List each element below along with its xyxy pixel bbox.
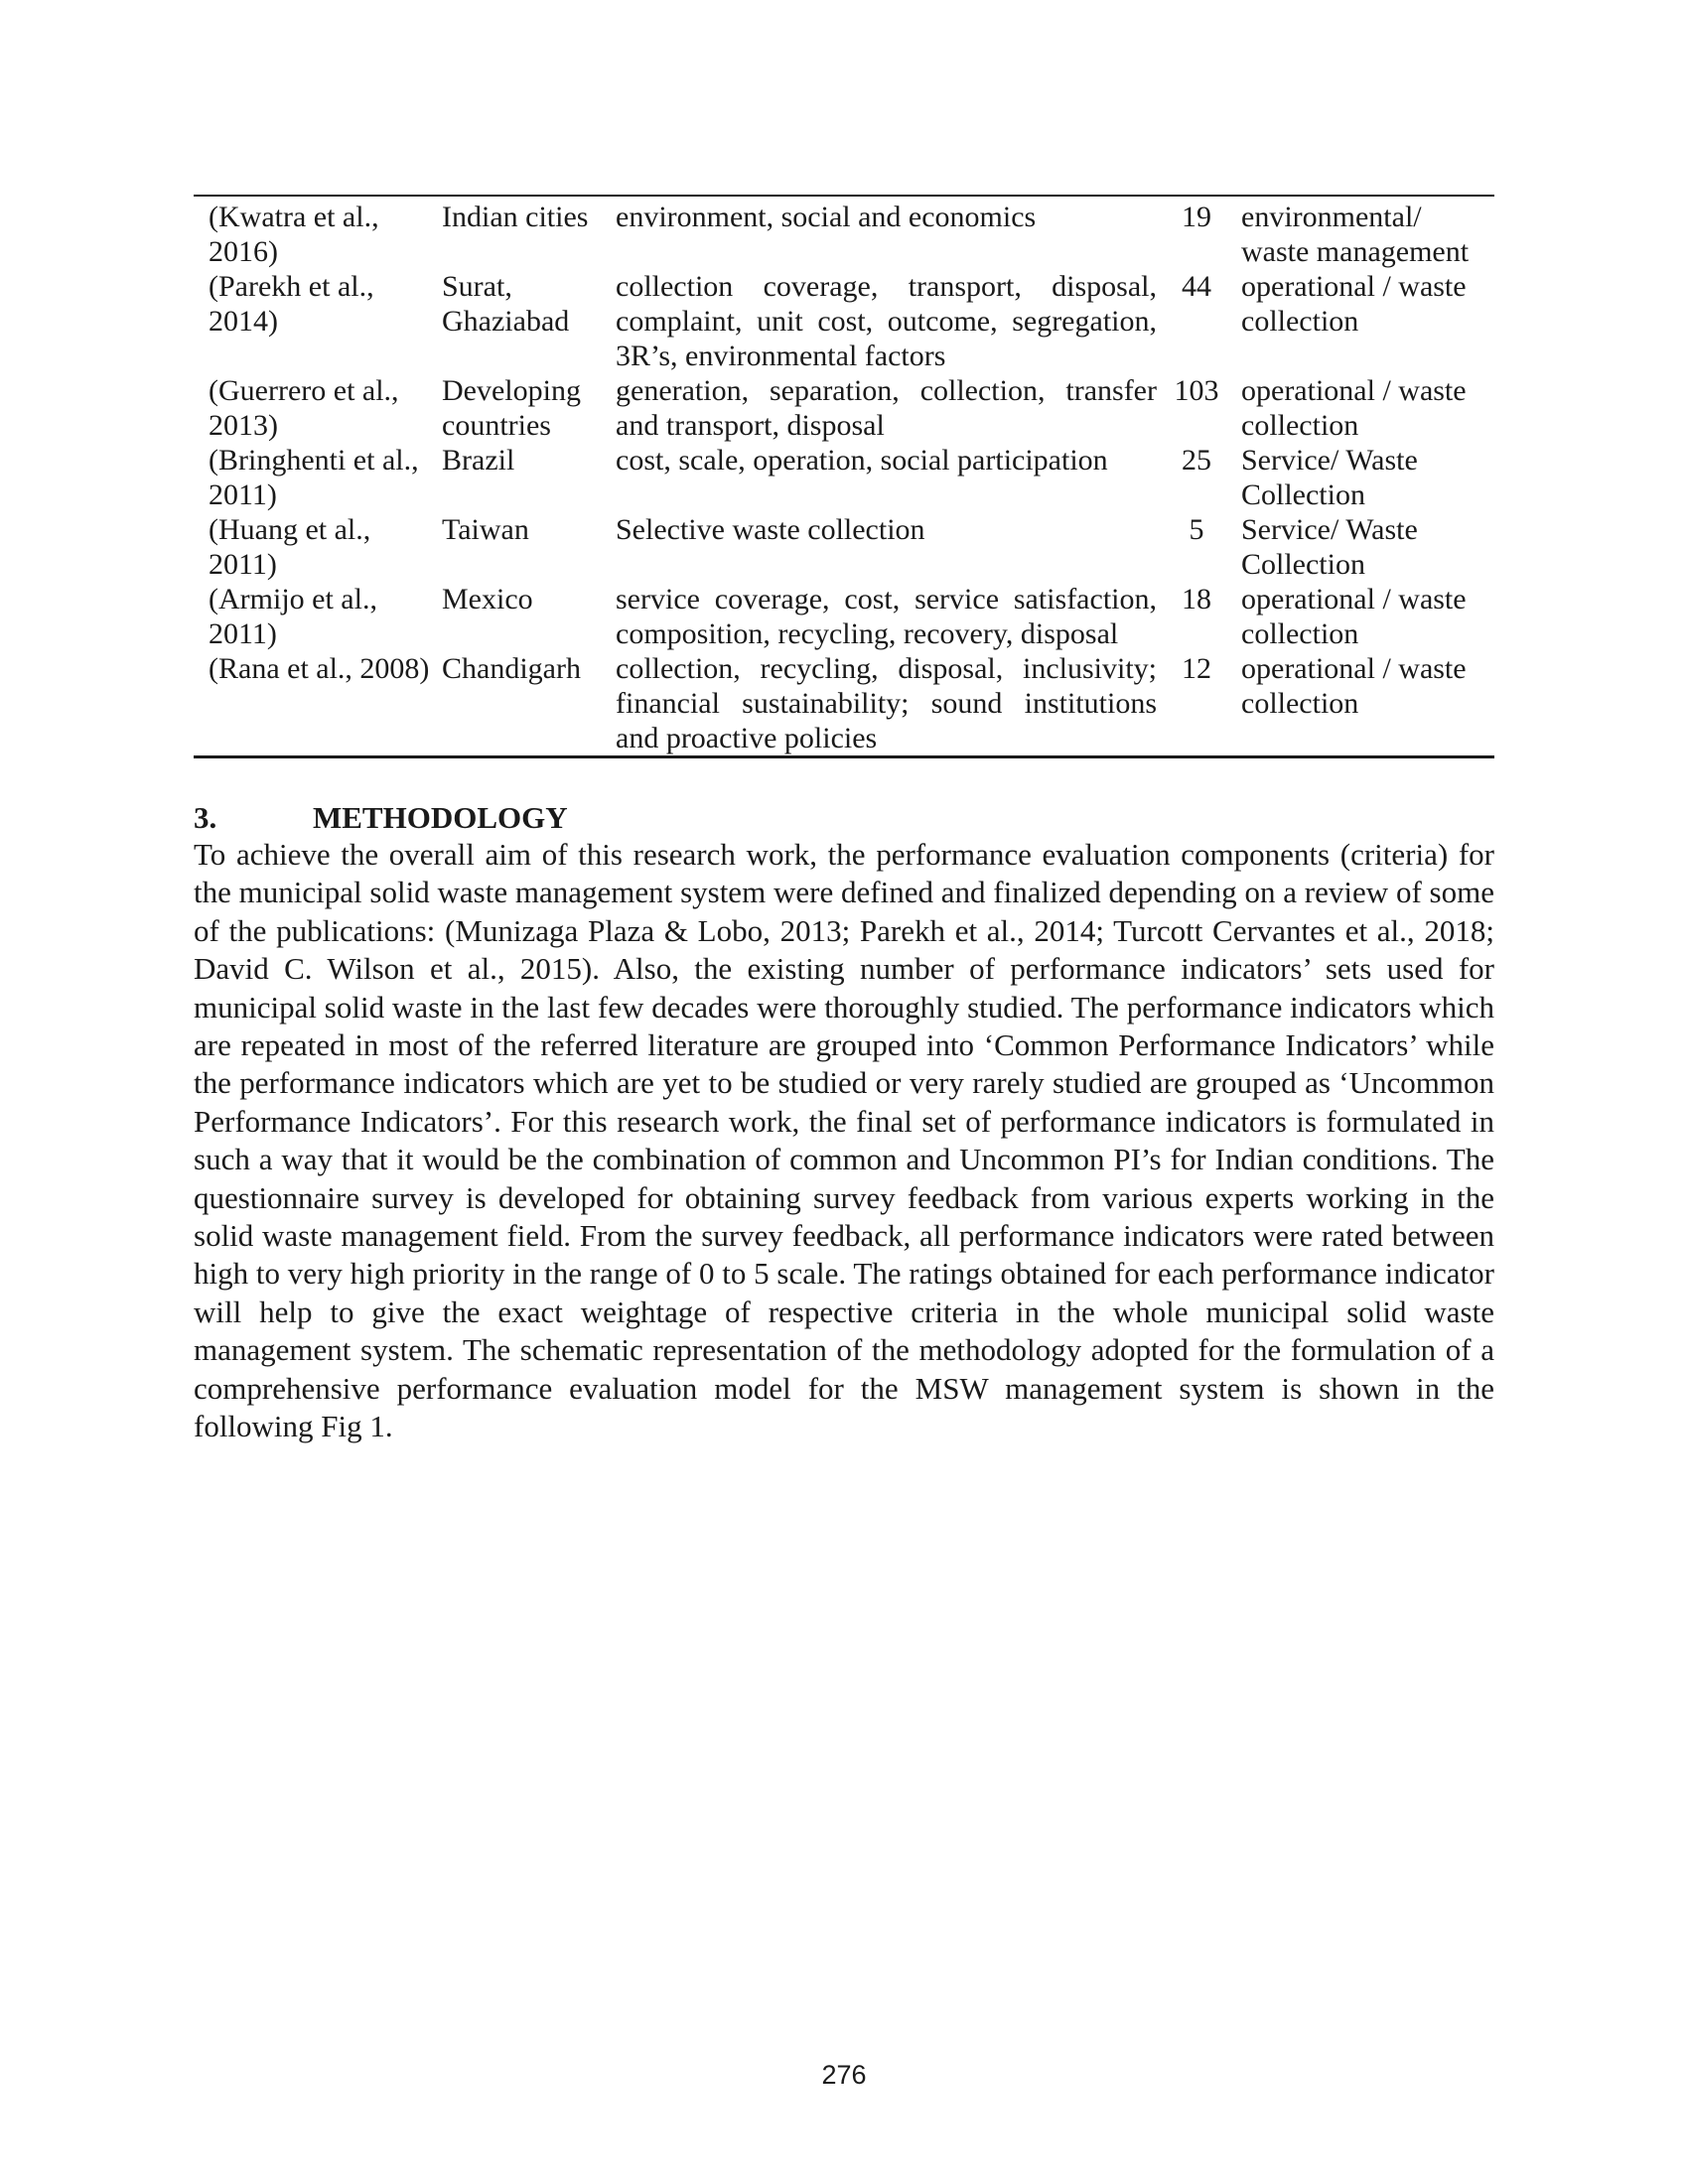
reference-cell: (Kwatra et al., 2016) <box>209 201 379 268</box>
indicator-count-cell: 12 <box>1182 652 1211 685</box>
region-cell: Chandigarh <box>442 652 581 685</box>
region-cell: Brazil <box>442 444 515 477</box>
indicator-count-cell: 19 <box>1182 201 1211 233</box>
region-cell: Developing countries <box>442 374 581 442</box>
criteria-cell: collection, recycling, disposal, inclusivity; financial sustainability; sound institutions and proactive policies <box>616 652 1157 754</box>
region-cell: Mexico <box>442 583 533 615</box>
table-row <box>194 651 1494 755</box>
reference-cell: (Bringhenti et al., 2011) <box>209 444 419 511</box>
table-row <box>194 512 1494 582</box>
reference-cell: (Huang et al., 2011) <box>209 513 371 581</box>
methodology-paragraph: To achieve the overall aim of this research work, the performance evaluation components (criteria) for the municipal solid waste management system were defined and finalized depending on a review of some of the publications: (Munizaga Plaza & Lobo, 2013; Parekh et al., 2014; Turcott Cervantes et al., 2018; David C. Wilson et al., 2015). Also, the existing number of performance indicators’ sets used for municipal solid waste in the last few decades were thoroughly studied. The performance indicators which are repeated in most of the referred literature are grouped into ‘Common Performance Indicators’ while the performance indicators which are yet to be studied or very rarely studied are grouped as ‘Uncommon Performance Indicators’. For this research work, the final set of performance indicators is formulated in such a way that it would be the combination of common and Uncommon PI’s for Indian conditions. The questionnaire survey is developed for obtaining survey feedback from various experts working in the solid waste management field. From the survey feedback, all performance indicators were rated between high to very high priority in the range of 0 to 5 scale. The ratings obtained for each performance indicator will help to give the exact weightage of respective criteria in the whole municipal solid waste management system. The schematic representation of the methodology adopted for the formulation of a comprehensive performance evaluation model for the MSW management system is shown in the following Fig 1. <box>194 837 1494 1444</box>
indicator-type-cell: operational / waste collection <box>1241 652 1467 720</box>
criteria-cell: collection coverage, transport, disposal, complaint, unit cost, outcome, segregation, 3R’s, environmental factors <box>616 270 1157 372</box>
section-title: METHODOLOGY <box>313 800 568 835</box>
indicator-count-cell: 44 <box>1182 270 1211 303</box>
indicator-type-cell: operational / waste collection <box>1241 374 1467 442</box>
table-row <box>194 197 1494 269</box>
criteria-cell: generation, separation, collection, transfer and transport, disposal <box>616 374 1157 442</box>
indicator-type-cell: operational / waste collection <box>1241 270 1467 338</box>
region-cell: Taiwan <box>442 513 529 546</box>
table-row <box>194 269 1494 373</box>
indicator-count-cell: 5 <box>1189 513 1204 546</box>
indicator-type-cell: Service/ Waste Collection <box>1241 513 1418 581</box>
page-number: 276 <box>821 2060 867 2090</box>
reference-cell: (Armijo et al., 2011) <box>209 583 377 650</box>
reference-cell: (Rana et al., 2008) <box>209 652 430 685</box>
region-cell: Surat, Ghaziabad <box>442 270 570 338</box>
criteria-cell: Selective waste collection <box>616 513 925 546</box>
criteria-cell: environment, social and economics <box>616 201 1037 233</box>
section-heading <box>194 800 1494 836</box>
indicator-type-cell: environmental/ waste management <box>1241 201 1470 268</box>
section-number: 3. <box>194 800 217 835</box>
reference-cell: (Parekh et al., 2014) <box>209 270 374 338</box>
reference-cell: (Guerrero et al., 2013) <box>209 374 399 442</box>
indicator-count-cell: 103 <box>1174 374 1219 407</box>
review-table <box>194 197 1494 755</box>
table-row <box>194 443 1494 512</box>
table-row <box>194 582 1494 651</box>
literature-review-table <box>194 195 1494 758</box>
indicator-count-cell: 18 <box>1182 583 1211 615</box>
indicator-type-cell: Service/ Waste Collection <box>1241 444 1418 511</box>
region-cell: Indian cities <box>442 201 589 233</box>
criteria-cell: service coverage, cost, service satisfaction, composition, recycling, recovery, disposal <box>616 583 1157 650</box>
indicator-count-cell: 25 <box>1182 444 1211 477</box>
indicator-type-cell: operational / waste collection <box>1241 583 1467 650</box>
table-row <box>194 373 1494 443</box>
criteria-cell: cost, scale, operation, social participation <box>616 444 1108 477</box>
